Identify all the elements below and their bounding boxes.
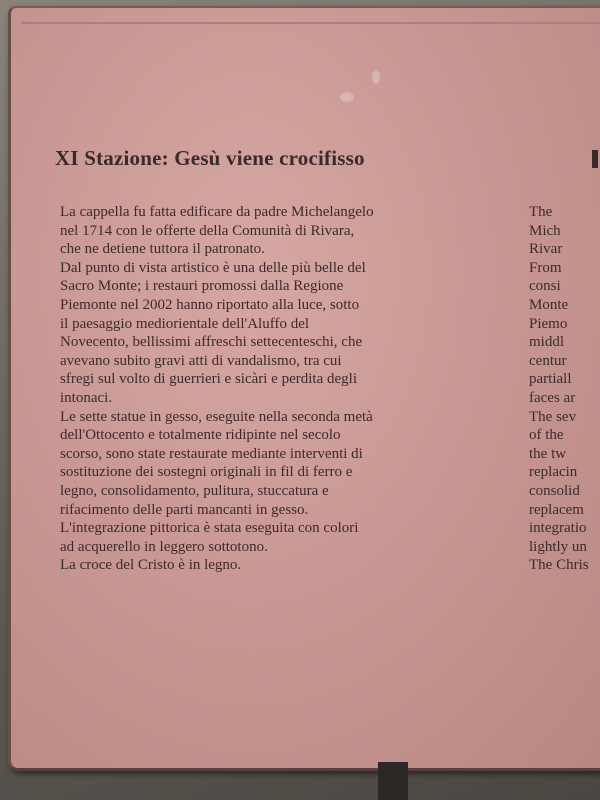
- plaque-stain: [372, 70, 380, 84]
- english-line: From: [529, 259, 562, 276]
- english-line: partiall: [529, 371, 572, 388]
- italian-line: scorso, sono state restaurate mediante interventi di: [60, 445, 363, 462]
- italian-line: Le sette statue in gesso, eseguite nella seconda metà: [60, 408, 373, 425]
- english-text-column: [529, 203, 600, 575]
- english-line: of the: [529, 427, 564, 444]
- english-line: Piemo: [529, 315, 568, 332]
- italian-line: che ne detiene tuttora il patronato.: [60, 241, 265, 258]
- italian-line: sostituzione dei sostegni originali in fil di ferro e: [60, 464, 353, 481]
- italian-line: legno, consolidamento, pulitura, stuccatura e: [60, 482, 329, 499]
- english-line: The sev: [529, 408, 577, 425]
- english-line: replacem: [529, 501, 584, 518]
- italian-text-column: [60, 203, 480, 575]
- station-title: XI Stazione: Gesù viene crocifisso: [55, 146, 365, 170]
- italian-line: sfregi sul volto di guerrieri e sicàri e perdita degli: [60, 371, 357, 388]
- italian-line: dell'Ottocento e totalmente ridipinte nel secolo: [60, 427, 341, 444]
- english-line: faces ar: [529, 389, 576, 406]
- italian-line: nel 1714 con le offerte della Comunità di Rivara,: [60, 222, 355, 239]
- cut-off-title-fragment: [592, 150, 598, 168]
- italian-line: Novecento, bellissimi affreschi settecenteschi, che: [60, 334, 363, 351]
- plaque-top-rule: [21, 22, 600, 24]
- english-line: Mich: [529, 222, 561, 239]
- italian-line: La croce del Cristo è in legno.: [60, 557, 242, 574]
- english-line: consolid: [529, 482, 580, 499]
- italian-line: avevano subito gravi atti di vandalismo, tra cui: [60, 352, 342, 369]
- italian-line: Piemonte nel 2002 hanno riportato alla luce, sotto: [60, 296, 360, 313]
- english-line: The: [529, 204, 553, 220]
- italian-line: il paesaggio mediorientale dell'Aluffo del: [60, 315, 310, 332]
- english-line: consi: [529, 278, 561, 295]
- italian-line: Sacro Monte; i restauri promossi dalla Regione: [60, 278, 344, 295]
- english-line: the tw: [529, 445, 567, 462]
- english-line: lightly un: [529, 538, 587, 555]
- english-line: Rivar: [529, 241, 563, 258]
- plaque-stain: [340, 92, 354, 102]
- italian-line: rifacimento delle parti mancanti in gesso.: [60, 501, 309, 518]
- italian-line: L'integrazione pittorica è stata eseguita con colori: [60, 520, 359, 537]
- italian-line: Dal punto di vista artistico è una delle più belle del: [60, 259, 366, 276]
- sign-post: [378, 762, 408, 800]
- english-line: replacin: [529, 464, 578, 481]
- english-line: middl: [529, 334, 565, 351]
- italian-line: ad acquerello in leggero sottotono.: [60, 538, 268, 555]
- english-line: Monte: [529, 296, 569, 313]
- italian-line: La cappella fu fatta edificare da padre Michelangelo: [60, 204, 374, 220]
- italian-line: intonaci.: [60, 389, 113, 406]
- english-line: centur: [529, 352, 567, 369]
- english-line: integratio: [529, 520, 587, 537]
- english-line: The Chris: [529, 557, 589, 574]
